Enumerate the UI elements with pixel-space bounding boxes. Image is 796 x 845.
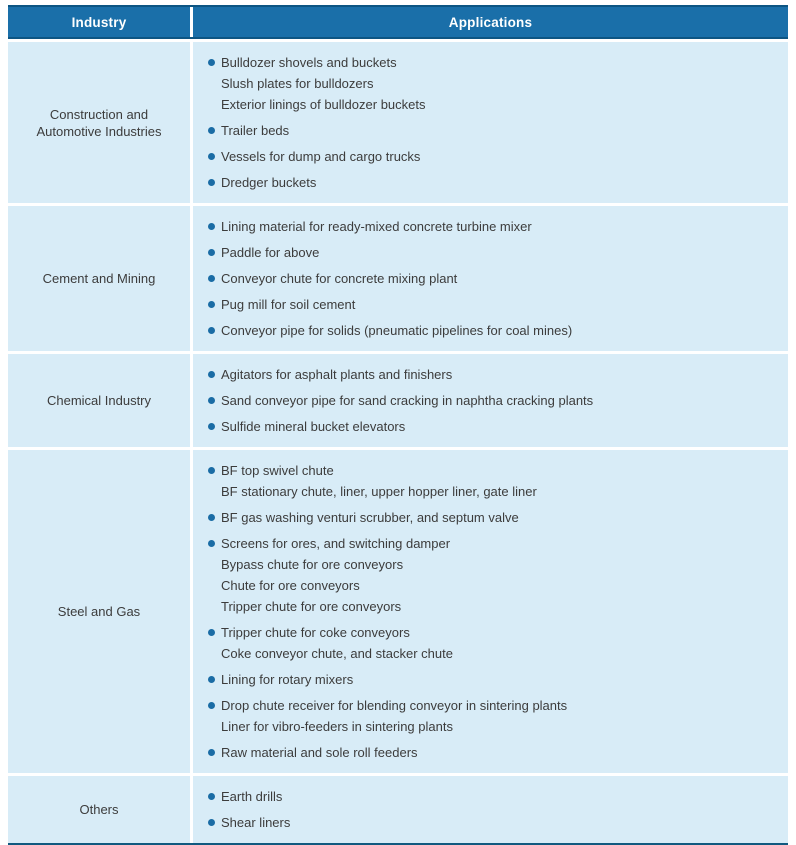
application-group <box>208 742 776 763</box>
application-line: Bulldozer shovels and buckets <box>221 55 397 70</box>
bullet-icon <box>208 127 215 134</box>
application-group <box>208 52 776 115</box>
bullet-icon <box>208 540 215 547</box>
application-line: Dredger buckets <box>221 175 317 190</box>
header-industry: Industry <box>71 14 127 30</box>
table-row <box>8 206 788 351</box>
application-line: Tripper chute for ore conveyors <box>221 599 402 614</box>
table-row <box>8 42 788 203</box>
application-line: Raw material and sole roll feeders <box>221 745 418 760</box>
applications-cell <box>193 206 788 351</box>
bullet-icon <box>208 179 215 186</box>
industry-applications-table <box>8 5 788 845</box>
application-line: Trailer beds <box>221 123 290 138</box>
application-group <box>208 294 776 315</box>
application-group <box>208 695 776 737</box>
applications-cell <box>193 776 788 843</box>
application-group <box>208 390 776 411</box>
application-line: Shear liners <box>221 815 291 830</box>
industry-cell: Cement and Mining <box>8 206 190 351</box>
application-group <box>208 622 776 664</box>
application-group <box>208 216 776 237</box>
application-group <box>208 533 776 617</box>
bullet-icon <box>208 59 215 66</box>
application-line: Conveyor chute for concrete mixing plant <box>221 271 458 286</box>
application-line: Agitators for asphalt plants and finishers <box>221 367 453 382</box>
header-applications: Applications <box>448 14 533 30</box>
bullet-icon <box>208 793 215 800</box>
application-group <box>208 268 776 289</box>
bullet-icon <box>208 223 215 230</box>
application-group <box>208 669 776 690</box>
application-line: BF stationary chute, liner, upper hopper liner, gate liner <box>221 484 537 499</box>
application-line: Lining material for ready-mixed concrete turbine mixer <box>221 219 532 234</box>
bullet-icon <box>208 629 215 636</box>
bullet-icon <box>208 327 215 334</box>
application-group <box>208 172 776 193</box>
bullet-icon <box>208 275 215 282</box>
application-line: Liner for vibro-feeders in sintering plants <box>221 719 453 734</box>
industry-cell: Steel and Gas <box>8 450 190 773</box>
bullet-icon <box>208 676 215 683</box>
application-line: Drop chute receiver for blending conveyor in sintering plants <box>221 698 568 713</box>
application-line: Slush plates for bulldozers <box>221 76 374 91</box>
table-header-row <box>8 5 788 39</box>
applications-cell <box>193 354 788 447</box>
application-group <box>208 786 776 807</box>
application-line: Coke conveyor chute, and stacker chute <box>221 646 453 661</box>
application-line: Paddle for above <box>221 245 320 260</box>
table-row <box>8 450 788 773</box>
application-line: Sulfide mineral bucket elevators <box>221 419 406 434</box>
application-group <box>208 242 776 263</box>
application-group <box>208 507 776 528</box>
applications-cell <box>193 450 788 773</box>
application-line: Tripper chute for coke conveyors <box>221 625 410 640</box>
application-group <box>208 812 776 833</box>
application-line: Lining for rotary mixers <box>221 672 354 687</box>
application-line: Earth drills <box>221 789 283 804</box>
application-line: Exterior linings of bulldozer buckets <box>221 97 426 112</box>
application-group <box>208 460 776 502</box>
bullet-icon <box>208 249 215 256</box>
application-line: BF top swivel chute <box>221 463 334 478</box>
bullet-icon <box>208 301 215 308</box>
bullet-icon <box>208 397 215 404</box>
industry-cell: Others <box>8 776 190 843</box>
application-line: Pug mill for soil cement <box>221 297 356 312</box>
bullet-icon <box>208 514 215 521</box>
application-line: Bypass chute for ore conveyors <box>221 557 404 572</box>
application-line: Screens for ores, and switching damper <box>221 536 451 551</box>
bullet-icon <box>208 749 215 756</box>
application-line: Chute for ore conveyors <box>221 578 360 593</box>
bullet-icon <box>208 153 215 160</box>
applications-cell <box>193 42 788 203</box>
application-line: Vessels for dump and cargo trucks <box>221 149 421 164</box>
application-group <box>208 120 776 141</box>
bullet-icon <box>208 819 215 826</box>
application-group <box>208 320 776 341</box>
application-group <box>208 416 776 437</box>
application-line: BF gas washing venturi scrubber, and septum valve <box>221 510 519 525</box>
application-line: Sand conveyor pipe for sand cracking in naphtha cracking plants <box>221 393 594 408</box>
bullet-icon <box>208 423 215 430</box>
table-row <box>8 776 788 843</box>
bullet-icon <box>208 371 215 378</box>
table-row <box>8 354 788 447</box>
industry-cell: Construction and Automotive Industries <box>8 42 190 203</box>
bullet-icon <box>208 467 215 474</box>
table-body <box>8 42 788 843</box>
bullet-icon <box>208 702 215 709</box>
application-group <box>208 364 776 385</box>
application-line: Conveyor pipe for solids (pneumatic pipelines for coal mines) <box>221 323 573 338</box>
application-group <box>208 146 776 167</box>
industry-cell: Chemical Industry <box>8 354 190 447</box>
